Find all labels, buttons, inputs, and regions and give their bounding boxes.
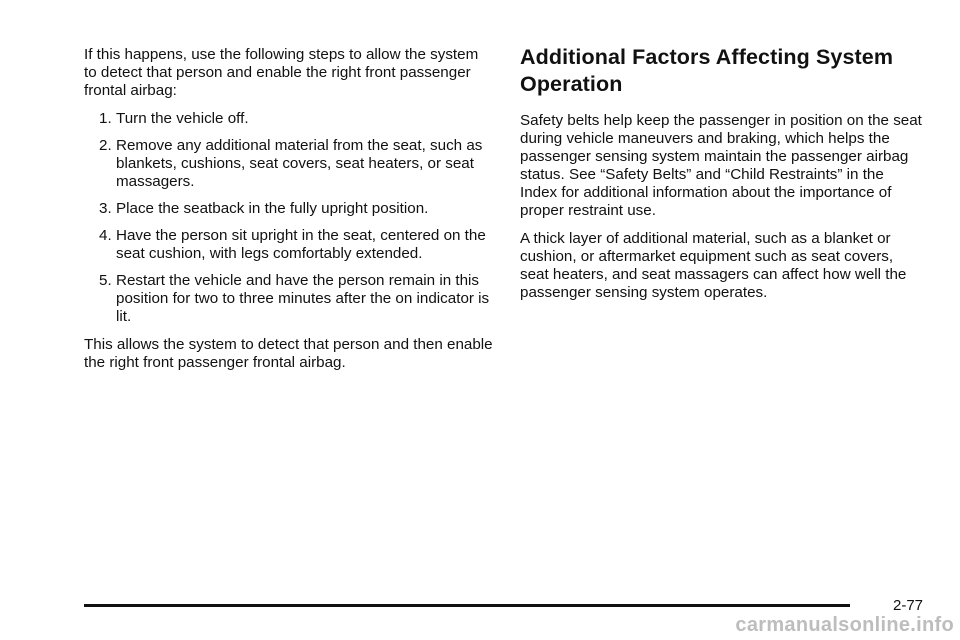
step-number: 5.	[99, 272, 112, 289]
step-number: 3.	[99, 200, 112, 217]
left-column	[84, 46, 494, 382]
step-item	[84, 110, 494, 128]
step-item	[84, 272, 494, 326]
step-text: Remove any additional material from the seat, such as blankets, cushions, seat covers, seat heaters, or seat massagers.	[116, 137, 483, 190]
step-text: Restart the vehicle and have the person remain in this position for two to three minutes after the on indicator is lit.	[116, 272, 490, 325]
step-number: 1.	[99, 110, 112, 127]
section-heading: Additional Factors Affecting System Operation	[520, 45, 894, 96]
step-item	[84, 227, 494, 263]
intro-paragraph: If this happens, use the following steps to allow the system to detect that person and enable the right front passenger frontal airbag:	[84, 46, 479, 99]
material-paragraph: A thick layer of additional material, such as a blanket or cushion, or aftermarket equipment such as seat covers, seat heaters, and seat massagers can affect how well the passenger sensing system operates.	[520, 230, 907, 301]
right-column	[520, 44, 925, 312]
safety-belts-paragraph: Safety belts help keep the passenger in position on the seat during vehicle maneuvers and braking, which helps the passenger sensing system maintain the passenger airbag status. See “Safety Belts” and “Child Restraints” in the Index for additional information about the importance of proper restraint use.	[520, 112, 922, 219]
step-number: 2.	[99, 137, 112, 154]
step-text: Have the person sit upright in the seat, centered on the seat cushion, with legs comfortably extended.	[116, 227, 486, 262]
page-number: 2-77	[893, 597, 924, 614]
steps-list	[84, 110, 494, 326]
watermark-logo: carmanualsonline.info	[735, 614, 954, 636]
footer-rule	[84, 604, 850, 607]
step-number: 4.	[99, 227, 112, 244]
closing-paragraph: This allows the system to detect that person and then enable the right front passenger frontal airbag.	[84, 336, 493, 371]
step-item	[84, 137, 494, 191]
step-text: Turn the vehicle off.	[116, 110, 249, 127]
step-text: Place the seatback in the fully upright position.	[116, 200, 429, 217]
step-item	[84, 200, 494, 218]
